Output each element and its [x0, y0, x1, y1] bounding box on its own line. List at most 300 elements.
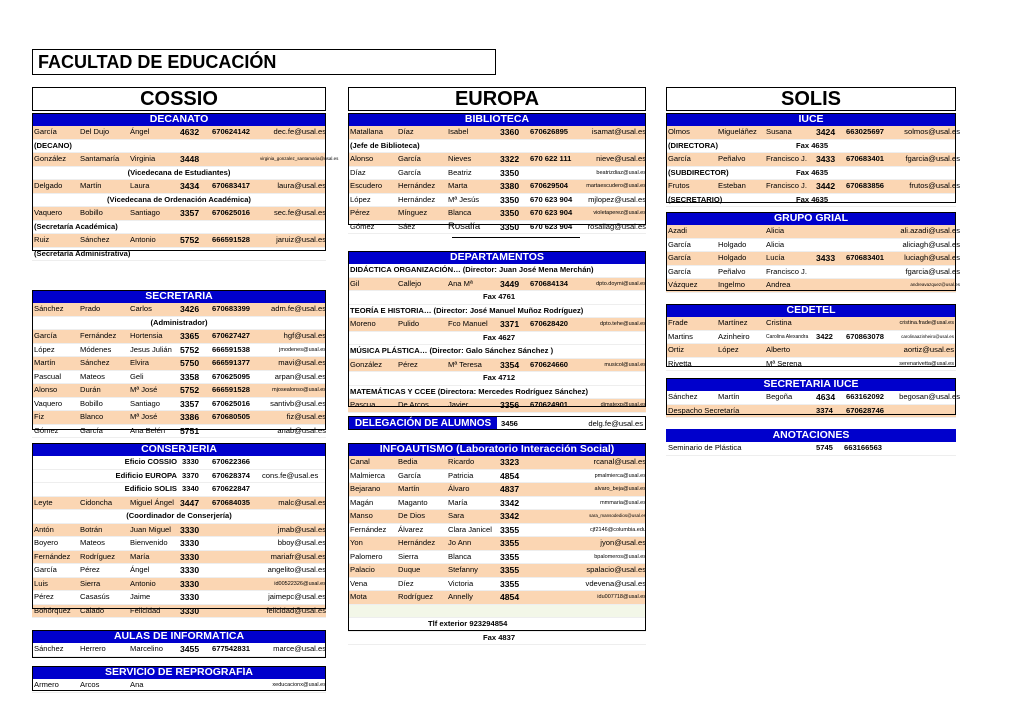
email-link[interactable]: idu007718@usal.es: [597, 594, 646, 600]
email-link[interactable]: sara_mansodedios@usal.es: [589, 513, 646, 518]
cell: Blanca: [448, 551, 472, 561]
cell: Bejarano: [350, 484, 381, 493]
email-link[interactable]: hgf@usal.es: [283, 331, 326, 340]
cell: TEORÍA E HISTORIA… (Director: José Manuel Muñoz Rodríguez): [350, 305, 584, 315]
cell: 3330: [180, 538, 200, 548]
cell: Felicidad: [130, 605, 161, 615]
section-title-grial: GRUPO GRIAL: [666, 212, 956, 225]
table-row: [348, 399, 646, 413]
table-row: [666, 331, 956, 345]
cell: Arcos: [80, 680, 100, 689]
role-note: [32, 194, 326, 208]
section-title-iuce: IUCE: [666, 113, 956, 126]
cell: Fernández: [34, 551, 71, 561]
cell: 670683401: [846, 253, 885, 262]
cell: Ortiz: [668, 345, 685, 354]
cell: Mínguez: [398, 208, 428, 217]
email-link[interactable]: ali.azadi@usal.es: [900, 226, 960, 235]
email-link[interactable]: dec.fe@usal.es: [273, 127, 326, 136]
cell: García: [668, 253, 691, 262]
table-row: [666, 266, 960, 280]
email-link[interactable]: spalacio@usal.es: [586, 565, 646, 574]
cell: Sánchez: [80, 358, 110, 367]
cell: 3355: [500, 565, 520, 575]
table-row: [32, 564, 326, 578]
cell: 3442: [816, 181, 836, 191]
cell: Calado: [80, 605, 105, 615]
fax-row: [348, 332, 646, 346]
section-title-decanato: DECANATO: [32, 113, 326, 126]
cell: Fernández: [80, 331, 117, 340]
cell: Beatriz: [448, 167, 472, 177]
role-note: [32, 221, 326, 235]
cell: Rosalía: [448, 220, 481, 232]
cell: 3433: [816, 253, 836, 263]
cell: (Administrador): [150, 317, 208, 327]
cell: (SECRETARIO): [668, 194, 723, 204]
table-row: [32, 207, 326, 221]
cell: 670624142: [212, 127, 251, 136]
email-link[interactable]: musicol@usal.es: [604, 361, 646, 368]
phone-row: [348, 618, 646, 632]
column-title-cossio: COSSIO: [32, 87, 326, 111]
role-note: [666, 167, 956, 181]
cell: Leyte: [34, 497, 53, 507]
email-link[interactable]: fgarcia@usal.es: [905, 266, 960, 276]
cell: MÚSICA PLÁSTICA… (Director: Galo Sánchez Sánchez ): [350, 346, 554, 355]
cell: Marcelino: [130, 644, 163, 653]
email-link[interactable]: mavi@usal.es: [278, 358, 326, 367]
table-row: [32, 524, 326, 538]
table-row: [32, 578, 326, 592]
email-link[interactable]: delg.fe@usal.es: [588, 419, 643, 428]
table-row: [666, 225, 960, 239]
email-link[interactable]: solmos@usal.es: [904, 127, 960, 136]
cell: Esteban: [718, 181, 746, 190]
cell: Fax 4627: [483, 332, 516, 342]
cell: Ruiz: [34, 235, 50, 244]
email-link[interactable]: martaescudero@usal.es: [586, 183, 646, 189]
email-link[interactable]: rosaliag@usal.es: [587, 221, 646, 231]
cell: Pérez: [350, 208, 370, 217]
table-row: [666, 344, 956, 358]
email-link[interactable]: dimatexp@usal.es: [600, 402, 646, 408]
cell: Martín: [80, 181, 102, 190]
cell: Frutos: [668, 181, 690, 190]
building-row: [32, 483, 326, 497]
cell: Elvira: [130, 358, 149, 367]
infoautismo-block: [348, 443, 646, 645]
cell: (Coordinador de Conserjería): [126, 511, 232, 520]
cell: Martín: [34, 358, 56, 367]
email-link[interactable]: violetaperez@usal.es: [593, 210, 646, 216]
cell: 670625016: [212, 208, 251, 217]
cell: Nieves: [448, 154, 472, 163]
cell: 3340: [182, 484, 199, 493]
cell: Ana Mª: [448, 278, 473, 288]
iuce-block: [666, 113, 960, 207]
email-link[interactable]: mariafr@usal.es: [270, 551, 326, 561]
cell: 670629504: [530, 181, 569, 190]
cell: Callejo: [398, 278, 422, 288]
email-link[interactable]: carolinaazinheiro@usal.es: [901, 333, 954, 339]
email-link[interactable]: cjf2146@columbia.edu: [589, 526, 646, 533]
cell: DIDÁCTICA ORGANIZACIÓN… (Director: Juan José Mena Merchán): [350, 265, 594, 274]
email-link[interactable]: jyon@usal.es: [600, 538, 646, 547]
cell: López: [34, 344, 55, 354]
department-heading: [348, 386, 646, 400]
cell: 3330: [180, 592, 200, 602]
email-link[interactable]: frutos@usal.es: [909, 181, 960, 190]
cell: 670683417: [212, 181, 251, 190]
table-row: [32, 153, 339, 167]
cell: Hernández: [398, 181, 436, 190]
email-link[interactable]: nieve@usal.es: [596, 154, 646, 163]
table-row: [32, 384, 326, 398]
cell: Mª José: [130, 412, 158, 421]
cell: Palacio: [350, 565, 375, 574]
email-link[interactable]: aortiz@usal.es: [903, 345, 954, 354]
table-row: [348, 221, 646, 235]
table-row: [348, 126, 646, 140]
email-link[interactable]: dpto.doymi@usal.es: [596, 280, 646, 287]
email-link[interactable]: anab@usal.es: [277, 425, 326, 435]
section-title-cedetel: CEDETEL: [666, 304, 956, 317]
cell: 3342: [500, 497, 520, 508]
table-row: [348, 483, 646, 497]
cell: 5752: [180, 344, 200, 355]
email-link[interactable]: serenarivetta@usal.es: [899, 360, 954, 367]
cell: Bohórquez: [34, 605, 71, 615]
email-link[interactable]: begosan@usal.es: [899, 392, 960, 401]
cell: Santiago: [130, 208, 160, 217]
cell: Fax 4635: [796, 194, 829, 204]
cell: 670683399: [212, 304, 251, 313]
cell: Durán: [80, 385, 101, 394]
email-link[interactable]: felicidad@usal.es: [266, 605, 326, 615]
cell: Antonio: [130, 578, 156, 588]
cell: Canal: [350, 457, 370, 466]
cedetel-block: [666, 304, 956, 371]
email-link[interactable]: dpto.tehe@usal.es: [600, 321, 646, 327]
cell: Álvarez: [398, 524, 424, 534]
table-row: [666, 239, 960, 253]
cell: Ingelmo: [718, 280, 746, 289]
cell: García: [668, 154, 691, 163]
cell: 5750: [180, 358, 200, 368]
secretaria-block: [32, 290, 326, 438]
cell: 670625016: [212, 398, 251, 408]
cell: 4632: [180, 127, 200, 137]
cell: 670 623 904: [530, 221, 573, 231]
email-link[interactable]: sec.fe@usal.es: [273, 208, 326, 217]
cell: Fax 4837: [483, 632, 516, 642]
cell: Seminario de Plástica: [668, 443, 742, 452]
cell: González: [34, 154, 67, 163]
cell: (Secretaría Administrativa): [34, 248, 131, 258]
cell: Cristina: [766, 318, 792, 327]
cell: 670624660: [530, 359, 569, 369]
cell: Palomero: [350, 551, 383, 561]
email-link[interactable]: arpan@usal.es: [274, 371, 326, 381]
cell: Stefanny: [448, 565, 478, 574]
section-title-infoautismo: INFOAUTISMO (Laboratorio Interacción Social): [348, 443, 646, 456]
email-link[interactable]: pmalmierca@usal.es: [594, 472, 646, 479]
cell: Bienvenido: [130, 538, 168, 547]
cell: 670622366: [212, 457, 251, 466]
email-link[interactable]: alvaro_beja@usal.es: [594, 486, 646, 492]
cell: Andrea: [766, 280, 791, 289]
cell: 3386: [180, 412, 200, 422]
grial-block: [666, 212, 960, 293]
table-row: [32, 497, 326, 511]
cell: Prado: [80, 304, 101, 313]
email-link[interactable]: jmodenes@usal.es: [279, 346, 326, 353]
table-row: [32, 234, 326, 248]
cell: Blanca: [448, 208, 472, 217]
cell: Fax 4761: [483, 292, 516, 301]
building-row: [32, 456, 326, 470]
cell: Blanco: [80, 412, 104, 421]
email-link[interactable]: marce@usal.es: [273, 644, 326, 653]
table-row: [32, 537, 326, 551]
cell: 3455: [180, 644, 200, 654]
table-row: [348, 278, 646, 292]
email-link[interactable]: virginia_gonzalez_santamaria@usal.es: [260, 156, 339, 161]
cell: Matallana: [350, 127, 383, 136]
cell: Miguel Ángel: [130, 497, 174, 507]
table-row: [32, 330, 326, 344]
email-link[interactable]: bpalomeros@usal.es: [594, 553, 646, 560]
cell: (Jefe de Biblioteca): [350, 140, 420, 150]
cell: 670684134: [530, 278, 569, 288]
building-name: Edificio EUROPA: [115, 470, 177, 480]
cell: Fax 4635: [796, 140, 829, 150]
email-link[interactable]: angelito@usal.es: [267, 565, 326, 574]
cell: Herrero: [80, 644, 106, 653]
cell: García: [34, 127, 57, 136]
cell: Despacho Secretaría: [668, 405, 740, 415]
section-title-anotaciones: ANOTACIONES: [666, 429, 956, 442]
cell: 677542831: [212, 644, 251, 653]
table-row: [32, 591, 326, 605]
cell: 3371: [500, 319, 520, 329]
cell: 3350: [500, 208, 520, 218]
cell: Lucía: [766, 253, 785, 262]
cell: Álvaro: [448, 484, 470, 493]
email-link[interactable]: fiz@usal.es: [286, 412, 326, 421]
cell: Pérez: [398, 359, 418, 369]
cell: García: [80, 425, 103, 435]
cell: 3322: [500, 154, 520, 164]
email-link[interactable]: andreavazquez@usal.es: [910, 282, 960, 287]
email-link[interactable]: santivb@usal.es: [270, 398, 326, 408]
cell: Santiago: [130, 398, 160, 408]
table-row: [32, 303, 326, 317]
table-row: [348, 497, 646, 511]
section-title-biblioteca: BIBLIOTECA: [348, 113, 646, 126]
cell: 670 623 904: [530, 194, 573, 204]
department-heading: [348, 345, 646, 359]
table-row: [666, 391, 960, 405]
cell: 4634: [816, 392, 836, 402]
email-link[interactable]: adm.fe@usal.es: [271, 304, 326, 313]
email-link[interactable]: id00522326@usal.es: [274, 580, 326, 587]
cell: 3330: [180, 551, 200, 562]
email-link[interactable]: aliciagh@usal.es: [902, 239, 960, 249]
cell: 3342: [500, 511, 520, 521]
cell: 5752: [180, 235, 200, 245]
table-row: [348, 564, 646, 578]
section-title-secretaria: SECRETARÍA: [32, 290, 326, 303]
table-row: [348, 470, 646, 484]
cell: Sáez: [398, 221, 416, 231]
cell: Vázquez: [668, 280, 698, 289]
email-link[interactable]: cons.fe@usal.es: [262, 470, 319, 480]
conserjeria-block: [32, 443, 326, 618]
role-note: [666, 194, 956, 208]
cell: Mateos: [80, 538, 105, 547]
email-link[interactable]: jmab@usal.es: [277, 524, 326, 534]
cell: 3360: [500, 127, 520, 137]
cell: María: [130, 551, 150, 561]
cell: Bedia: [398, 457, 418, 466]
cell: 3355: [500, 538, 520, 548]
cell: 3447: [180, 497, 200, 508]
cell: Hernández: [398, 538, 436, 547]
table-row: [666, 126, 960, 140]
role-note: [32, 140, 326, 154]
cell: Tlf exterior 923294854: [428, 619, 508, 628]
cell: Geli: [130, 371, 144, 381]
email-link[interactable]: mjlopez@usal.es: [588, 194, 646, 204]
cell: García: [34, 565, 57, 574]
table-row: [348, 591, 646, 605]
cell: 5752: [180, 385, 200, 395]
cell: Peñalvo: [718, 154, 746, 163]
email-link[interactable]: mmmaria@usal.es: [600, 499, 646, 506]
cell: Azinheiro: [718, 331, 750, 341]
email-link[interactable]: jaimepc@usal.es: [268, 592, 326, 601]
department-heading: [348, 305, 646, 319]
cell: Francisco J.: [766, 154, 807, 163]
cell: 3330: [182, 457, 199, 466]
cell: Díaz: [350, 167, 366, 177]
cell: Alberto: [766, 345, 791, 354]
cell: De Arcos: [398, 400, 429, 409]
table-row: [666, 358, 956, 372]
cell: Malmierca: [350, 470, 386, 480]
cell: Del Dujo: [80, 127, 110, 136]
email-link[interactable]: mjosealonso@usal.es: [272, 387, 326, 393]
cell: Bobillo: [80, 208, 103, 217]
role-note: [666, 140, 956, 154]
cell: Boyero: [34, 538, 59, 547]
cell: Sánchez: [668, 392, 698, 401]
role-note: [32, 317, 326, 331]
cell: 3330: [180, 565, 200, 575]
table-row: [348, 359, 646, 373]
cell: (Vicedecana de Estudiantes): [127, 167, 231, 177]
email-link[interactable]: vdevena@usal.es: [585, 578, 646, 588]
cell: Sara: [448, 511, 465, 520]
cell: 3434: [180, 181, 200, 191]
email-link[interactable]: rcanal@usal.es: [593, 457, 646, 466]
table-row: [32, 371, 326, 385]
cell: Juan Miguel: [130, 524, 171, 534]
cell: Victoria: [448, 578, 474, 588]
section-title-delegacion: DELEGACIÓN DE ALUMNOS: [349, 417, 497, 429]
cell: 3355: [500, 524, 520, 535]
cell: Jesus Julián: [130, 344, 172, 354]
aulas-block: [32, 630, 326, 657]
cell: Luis: [34, 578, 48, 588]
cell: 3370: [182, 470, 199, 480]
cell: 663166563: [844, 443, 883, 452]
cell: Mota: [350, 592, 367, 601]
column-title-europa: EUROPA: [348, 87, 646, 111]
cell: 4854: [500, 470, 520, 481]
email-link[interactable]: xeducacionx@usal.es: [272, 682, 326, 688]
role-note: [32, 167, 326, 181]
email-link[interactable]: luciagh@usal.es: [904, 253, 960, 262]
cell: López: [350, 194, 371, 204]
cell: 3330: [180, 605, 200, 616]
email-link[interactable]: bboy@usal.es: [277, 538, 326, 547]
cell: Martín: [398, 484, 420, 493]
email-link[interactable]: laura@usal.es: [277, 181, 326, 190]
cell: 670683856: [846, 181, 885, 190]
cell: 3433: [816, 154, 836, 164]
cell: (Secretaría Académica): [34, 221, 118, 231]
cell: (DECANO): [34, 140, 72, 150]
cell: Pérez: [80, 565, 100, 574]
cell: 670627427: [212, 331, 251, 340]
table-row: [348, 207, 646, 221]
email-link[interactable]: fgarcia@usal.es: [905, 154, 960, 163]
cell: Hortensia: [130, 331, 163, 340]
cell: 3358: [180, 371, 200, 382]
cell: Ricardo: [448, 457, 475, 466]
table-row: [32, 605, 326, 619]
cell: Jaime: [130, 592, 151, 601]
cell: 3330: [180, 524, 200, 535]
cell: 670684035: [212, 497, 251, 507]
cell: 3374: [816, 405, 833, 415]
email-link[interactable]: jaruiz@usal.es: [276, 235, 326, 244]
table-row: [32, 126, 326, 140]
building-row: [32, 470, 326, 484]
cell: 4837: [500, 484, 520, 494]
building-name: Eficio COSSIO: [124, 457, 177, 466]
cell: 670 622 111: [530, 154, 572, 163]
cell: Alicia: [766, 226, 785, 235]
cell: Vena: [350, 578, 368, 588]
email-link[interactable]: isamat@usal.es: [591, 127, 646, 136]
cell: Laura: [130, 181, 150, 190]
cell: 3365: [180, 331, 200, 341]
cell: García: [398, 167, 421, 177]
cell: Javier: [448, 400, 469, 409]
cell: Gómez: [350, 221, 375, 231]
email-link[interactable]: malc@usal.es: [278, 497, 326, 507]
email-link[interactable]: beatrizdiaz@usal.es: [596, 169, 646, 176]
email-link[interactable]: cristina.frade@usal.es: [899, 320, 954, 326]
cell: Begoña: [766, 392, 793, 401]
cell: De Dios: [398, 511, 426, 520]
cell: Fco Manuel: [448, 319, 488, 328]
role-note: [32, 510, 326, 524]
